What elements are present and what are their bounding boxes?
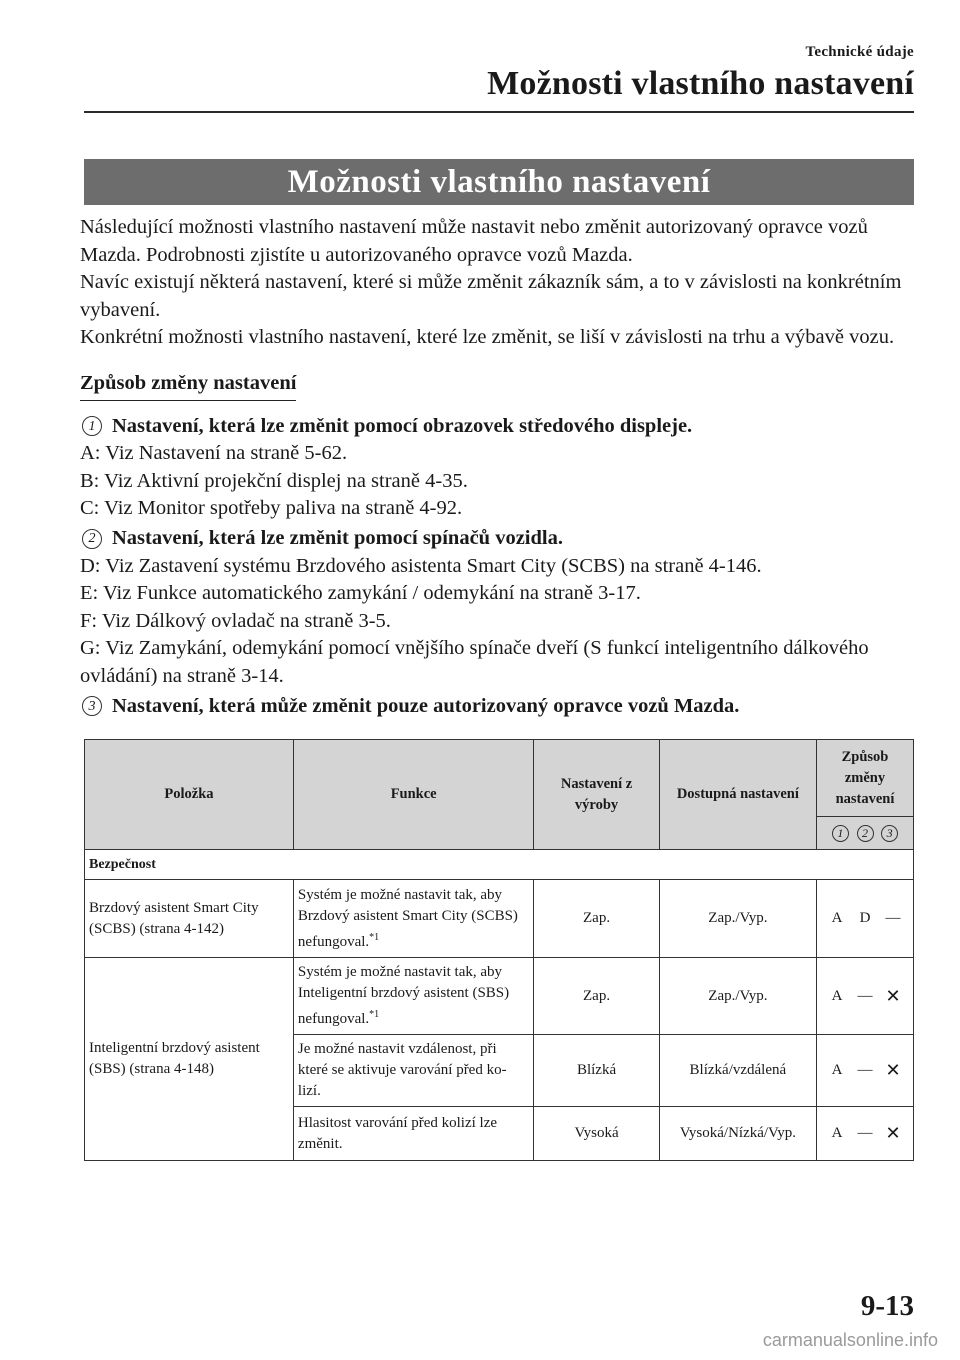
row-available: Vysoká/Nízká/Vyp. [659,1107,816,1161]
method-2-line-d: D: Viz Zastavení systému Brzdového asistenta Smart City (SCBS) na straně 4-146. [80,554,762,577]
method-list [80,413,914,721]
running-head [487,44,914,103]
method-2-line-f: F: Viz Dálkový ovladač na straně 3-5. [80,609,391,632]
table-row [85,958,914,1035]
body-text [80,214,914,720]
watermark: carmanualsonline.info [762,1330,938,1350]
row-factory: Zap. [534,958,659,1035]
method-1-value: A [831,1125,843,1141]
section-banner: Možnosti vlastního nastavení [84,159,914,205]
circled-number-1-icon: 1 [82,416,102,436]
method-1-title [80,413,914,441]
x-mark-icon: ✕ [885,1123,901,1143]
method-2-value: — [857,987,873,1004]
circled-number-3-icon: 3 [82,696,102,716]
method-2-title-text: Nastavení, která lze změnit pomocí spínačů vozidla. [112,526,563,549]
row-factory: Zap. [534,880,659,958]
settings-table [84,739,914,1161]
row-function: Systém je možné nastavit tak, aby Inteligentní brzdový asistent (SBS) nefungoval.$^{*1}$ [293,958,533,1035]
intro-paragraph-2: Navíc existují některá nastavení, které si může změnit zákazník sám, a to v závislosti na konkrétním vybavení. [80,271,902,321]
row-item: Brzdový asistent Smart City (SCBS) (strana 4-142) [85,880,294,958]
method-3-title [80,693,914,721]
method-1-line-b: B: Viz Aktivní projekční displej na straně 4-35. [80,469,468,492]
method-1-value: A [831,910,843,926]
method-2-value: — [857,1125,873,1141]
method-2-value: — [857,1062,873,1078]
row-methods [817,880,914,958]
method-2-line-e: E: Viz Funkce automatického zamykání / odemykání na straně 3-17. [80,582,641,605]
row-function: Je možné nastavit vzdálenost, při které se aktivuje varování před ko-lizí. [293,1035,533,1107]
header-factory: Nastavení z výroby [534,740,659,850]
row-methods [817,958,914,1035]
header-item: Položka [85,740,294,850]
circled-number-2-icon: 2 [857,825,874,842]
method-2-title [80,525,914,553]
row-methods [817,1107,914,1161]
x-mark-icon: ✕ [885,985,901,1006]
circled-number-2-icon: 2 [82,529,102,549]
circled-number-1-icon: 1 [832,825,849,842]
table-row [85,880,914,958]
method-heading: Způsob změny nastavení [80,370,296,401]
row-function: Systém je možné nastavit tak, aby Brzdový asistent Smart City (SCBS) nefungoval.$^{*1}$ [293,880,533,958]
row-available: Blízká/vzdálená [659,1035,816,1107]
row-factory: Blízká [534,1035,659,1107]
header-rule [84,111,914,113]
page-number: 9-13 [860,1290,914,1322]
group-label: Bezpečnost [85,850,914,880]
x-mark-icon: ✕ [885,1060,901,1080]
method-1-line-a: A: Viz Nastavení na straně 5-62. [80,442,348,465]
footnote-ref: *1 [369,1009,380,1020]
footnote-ref: *1 [369,931,380,943]
row-item: Inteligentní brzdový asistent (SBS) (strana 4-148) [85,958,294,1161]
method-3-title-text: Nastavení, která může změnit pouze autorizovaný opravce vozů Mazda. [112,694,740,717]
header-function: Funkce [293,740,533,850]
intro-paragraph-3: Konkrétní možnosti vlastního nastavení, které lze změnit, se liší v závislosti na trhu a výbavě vozu. [80,326,895,349]
page-header-title: Možnosti vlastního nastavení [487,65,914,102]
row-available: Zap./Vyp. [659,958,816,1035]
row-available: Zap./Vyp. [659,880,816,958]
table-group-row [85,850,914,880]
intro-paragraph-1: Následující možnosti vlastního nastavení může nastavit nebo změnit autorizovaný opravce vozů Mazda. Podrobnosti zjistíte u autorizovaného opravce vozů Mazda. [80,216,868,266]
method-2-line-g: G: Viz Zamykání, odemykání pomocí vnějšího spínače dveří (S funkcí inteligentního dálkového ovládání) na straně 3-14. [80,637,869,687]
chapter-title: Technické údaje [805,44,914,60]
row-methods [817,1035,914,1107]
row-function: Hlasitost varování před kolizí lze změnit. [293,1107,533,1161]
method-1-title-text: Nastavení, která lze změnit pomocí obrazovek středového displeje. [112,414,693,437]
header-available: Dostupná nastavení [659,740,816,850]
row-factory: Vysoká [534,1107,659,1161]
method-1-value: A [831,1062,843,1078]
circled-number-3-icon: 3 [881,825,898,842]
header-method-nums [817,817,914,850]
method-3-value: — [885,910,901,926]
header-method: Způsob změny nastavení [817,740,914,817]
method-1-value: A [831,987,843,1004]
method-2-value: D [859,910,871,926]
method-1-line-c: C: Viz Monitor spotřeby paliva na straně 4-92. [80,497,463,520]
table-header-row [85,740,914,817]
